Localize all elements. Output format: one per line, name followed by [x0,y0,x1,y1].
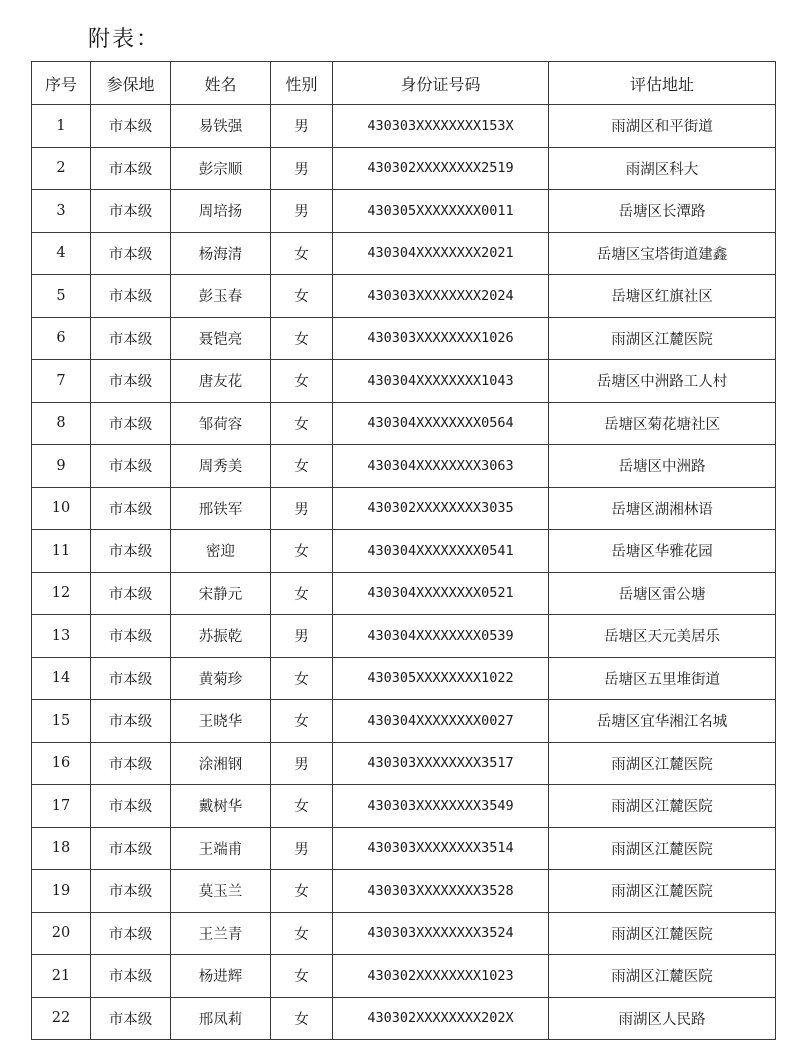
cell-gender: 男 [271,190,333,233]
cell-insured-place: 市本级 [91,105,171,148]
cell-insured-place: 市本级 [91,955,171,998]
cell-gender: 女 [271,870,333,913]
cell-assessment-address: 雨湖区江麓医院 [549,785,776,828]
cell-number: 4 [32,232,91,275]
cell-id-number: 430303XXXXXXXX3528 [333,870,549,913]
cell-id-number: 430302XXXXXXXX2519 [333,147,549,190]
cell-number: 19 [32,870,91,913]
cell-gender: 女 [271,572,333,615]
cell-assessment-address: 岳塘区华雅花园 [549,530,776,573]
cell-gender: 男 [271,615,333,658]
cell-gender: 女 [271,317,333,360]
cell-number: 22 [32,997,91,1040]
cell-gender: 女 [271,232,333,275]
table-row [32,317,776,360]
cell-insured-place: 市本级 [91,742,171,785]
cell-insured-place: 市本级 [91,360,171,403]
table-row [32,827,776,870]
cell-insured-place: 市本级 [91,317,171,360]
table-row [32,785,776,828]
roster-table [31,61,776,1040]
cell-id-number: 430303XXXXXXXX3524 [333,912,549,955]
cell-id-number: 430303XXXXXXXX3517 [333,742,549,785]
cell-gender: 女 [271,657,333,700]
cell-name: 宋静元 [171,572,271,615]
cell-insured-place: 市本级 [91,190,171,233]
cell-name: 王兰青 [171,912,271,955]
table-row [32,870,776,913]
table-row [32,997,776,1040]
cell-insured-place: 市本级 [91,232,171,275]
cell-id-number: 430304XXXXXXXX0539 [333,615,549,658]
cell-assessment-address: 岳塘区雷公塘 [549,572,776,615]
cell-name: 苏振乾 [171,615,271,658]
table-row [32,360,776,403]
cell-name: 彭玉春 [171,275,271,318]
cell-assessment-address: 雨湖区江麓医院 [549,742,776,785]
cell-id-number: 430304XXXXXXXX0521 [333,572,549,615]
cell-name: 密迎 [171,530,271,573]
cell-gender: 女 [271,530,333,573]
cell-assessment-address: 雨湖区科大 [549,147,776,190]
cell-assessment-address: 岳塘区菊花塘社区 [549,402,776,445]
cell-number: 2 [32,147,91,190]
cell-gender: 男 [271,827,333,870]
cell-number: 6 [32,317,91,360]
table-row [32,275,776,318]
cell-number: 18 [32,827,91,870]
cell-number: 9 [32,445,91,488]
cell-number: 13 [32,615,91,658]
cell-number: 1 [32,105,91,148]
cell-assessment-address: 雨湖区江麓医院 [549,870,776,913]
table-row [32,487,776,530]
cell-assessment-address: 岳塘区中洲路工人村 [549,360,776,403]
cell-name: 戴树华 [171,785,271,828]
cell-insured-place: 市本级 [91,700,171,743]
cell-number: 7 [32,360,91,403]
cell-name: 邹荷容 [171,402,271,445]
table-row [32,530,776,573]
cell-assessment-address: 岳塘区湖湘林语 [549,487,776,530]
cell-insured-place: 市本级 [91,530,171,573]
cell-gender: 女 [271,912,333,955]
cell-insured-place: 市本级 [91,912,171,955]
cell-insured-place: 市本级 [91,487,171,530]
cell-name: 周秀美 [171,445,271,488]
cell-id-number: 430302XXXXXXXX1023 [333,955,549,998]
cell-insured-place: 市本级 [91,275,171,318]
cell-insured-place: 市本级 [91,572,171,615]
table-row [32,742,776,785]
cell-name: 涂湘钢 [171,742,271,785]
cell-id-number: 430304XXXXXXXX3063 [333,445,549,488]
cell-gender: 女 [271,997,333,1040]
cell-number: 14 [32,657,91,700]
table-row [32,700,776,743]
table-row [32,402,776,445]
cell-number: 12 [32,572,91,615]
cell-insured-place: 市本级 [91,827,171,870]
cell-gender: 女 [271,785,333,828]
column-header-number: 序号 [32,62,91,105]
cell-assessment-address: 岳塘区五里堆街道 [549,657,776,700]
cell-gender: 女 [271,955,333,998]
cell-gender: 男 [271,105,333,148]
cell-name: 聂铠亮 [171,317,271,360]
column-header-assessment-address: 评估地址 [549,62,776,105]
cell-name: 周培扬 [171,190,271,233]
cell-insured-place: 市本级 [91,657,171,700]
table-row [32,657,776,700]
table-row [32,615,776,658]
cell-assessment-address: 岳塘区天元美居乐 [549,615,776,658]
cell-gender: 男 [271,487,333,530]
cell-assessment-address: 雨湖区江麓医院 [549,827,776,870]
page-heading: 附表： [88,27,161,52]
cell-id-number: 430305XXXXXXXX1022 [333,657,549,700]
cell-name: 彭宗顺 [171,147,271,190]
table-row [32,912,776,955]
cell-gender: 女 [271,360,333,403]
cell-number: 11 [32,530,91,573]
cell-assessment-address: 雨湖区江麓医院 [549,912,776,955]
cell-assessment-address: 雨湖区和平街道 [549,105,776,148]
cell-name: 邢凤莉 [171,997,271,1040]
cell-id-number: 430304XXXXXXXX0027 [333,700,549,743]
cell-number: 17 [32,785,91,828]
cell-id-number: 430302XXXXXXXX3035 [333,487,549,530]
cell-assessment-address: 岳塘区红旗社区 [549,275,776,318]
cell-assessment-address: 雨湖区江麓医院 [549,955,776,998]
table-row [32,147,776,190]
cell-id-number: 430304XXXXXXXX1043 [333,360,549,403]
column-header-insured-place: 参保地 [91,62,171,105]
cell-number: 5 [32,275,91,318]
cell-id-number: 430303XXXXXXXX1026 [333,317,549,360]
cell-assessment-address: 岳塘区长潭路 [549,190,776,233]
cell-id-number: 430304XXXXXXXX2021 [333,232,549,275]
cell-id-number: 430303XXXXXXXX153X [333,105,549,148]
cell-gender: 女 [271,275,333,318]
table-row [32,105,776,148]
cell-number: 20 [32,912,91,955]
column-header-gender: 性别 [271,62,333,105]
cell-insured-place: 市本级 [91,402,171,445]
cell-number: 8 [32,402,91,445]
cell-name: 杨海清 [171,232,271,275]
cell-name: 莫玉兰 [171,870,271,913]
column-header-id-number: 身份证号码 [333,62,549,105]
cell-assessment-address: 岳塘区宝塔街道建鑫 [549,232,776,275]
cell-assessment-address: 雨湖区人民路 [549,997,776,1040]
cell-id-number: 430303XXXXXXXX3514 [333,827,549,870]
cell-insured-place: 市本级 [91,615,171,658]
cell-insured-place: 市本级 [91,997,171,1040]
table-row [32,572,776,615]
cell-gender: 女 [271,700,333,743]
cell-insured-place: 市本级 [91,785,171,828]
cell-number: 16 [32,742,91,785]
cell-insured-place: 市本级 [91,445,171,488]
cell-number: 21 [32,955,91,998]
column-header-name: 姓名 [171,62,271,105]
cell-id-number: 430305XXXXXXXX0011 [333,190,549,233]
cell-number: 3 [32,190,91,233]
table-header-row [32,62,776,105]
cell-id-number: 430303XXXXXXXX2024 [333,275,549,318]
cell-name: 邢铁军 [171,487,271,530]
table-row [32,232,776,275]
cell-gender: 女 [271,402,333,445]
cell-insured-place: 市本级 [91,147,171,190]
cell-id-number: 430303XXXXXXXX3549 [333,785,549,828]
cell-assessment-address: 岳塘区宜华湘江名城 [549,700,776,743]
cell-assessment-address: 岳塘区中洲路 [549,445,776,488]
cell-number: 15 [32,700,91,743]
cell-gender: 女 [271,445,333,488]
table-row [32,190,776,233]
cell-gender: 男 [271,742,333,785]
table-row [32,955,776,998]
cell-name: 王晓华 [171,700,271,743]
cell-name: 易铁强 [171,105,271,148]
cell-assessment-address: 雨湖区江麓医院 [549,317,776,360]
cell-id-number: 430304XXXXXXXX0564 [333,402,549,445]
cell-id-number: 430302XXXXXXXX202X [333,997,549,1040]
table-row [32,445,776,488]
table-body [32,105,776,1040]
cell-gender: 男 [271,147,333,190]
cell-insured-place: 市本级 [91,870,171,913]
cell-name: 杨进辉 [171,955,271,998]
cell-name: 唐友花 [171,360,271,403]
cell-name: 黄菊珍 [171,657,271,700]
cell-name: 王端甫 [171,827,271,870]
cell-id-number: 430304XXXXXXXX0541 [333,530,549,573]
cell-number: 10 [32,487,91,530]
